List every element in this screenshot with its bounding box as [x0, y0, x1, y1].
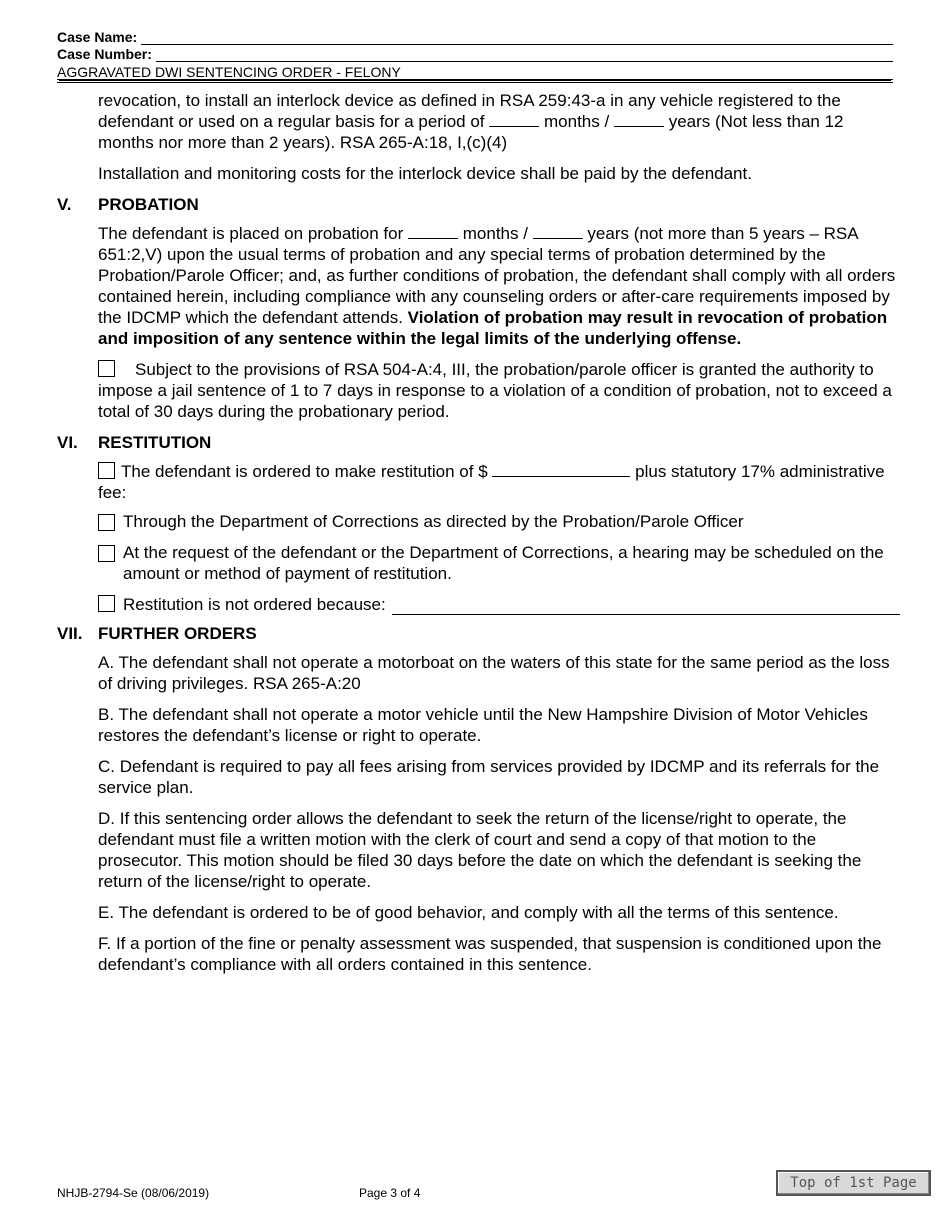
section-probation-heading: V. PROBATION	[57, 195, 199, 214]
further-order-f: F. If a portion of the fine or penalty assessment was suspended, that suspension is conditioned upon the defendant’s compliance with all orders contained in this sentence.	[98, 934, 882, 974]
interlock-costs: Installation and monitoring costs for the interlock device shall be paid by the defendant.	[98, 164, 752, 183]
probation-authority-checkbox[interactable]	[98, 360, 115, 377]
restitution-ordered-checkbox[interactable]	[98, 462, 115, 479]
further-order-e: E. The defendant is ordered to be of good behavior, and comply with all the terms of this sentence.	[98, 903, 839, 922]
further-order-c: C. Defendant is required to pay all fees arising from services provided by IDCMP and its referrals for the service plan.	[98, 757, 880, 797]
section-further-orders-heading: VII. FURTHER ORDERS	[57, 624, 257, 643]
probation-years-field[interactable]	[533, 223, 583, 239]
case-number-field[interactable]	[156, 47, 893, 62]
document-body	[57, 90, 900, 985]
probation-months-field[interactable]	[408, 223, 458, 239]
document-title-text: AGGRAVATED DWI SENTENCING ORDER - FELONY	[57, 64, 401, 80]
restitution-amount-field[interactable]	[492, 461, 630, 477]
probation-authority: Subject to the provisions of RSA 504-A:4, III, the probation/parole officer is granted the authority to impose a jail sentence of 1 to 7 days in response to a violation of a condition of probation, not to exceed a total of 30 days during the probationary period.	[98, 360, 892, 421]
section-restitution-heading: VI. RESTITUTION	[57, 433, 212, 452]
case-name-label: Case Name:	[57, 29, 138, 45]
interlock-paragraph: revocation, to install an interlock device as defined in RSA 259:43-a in any vehicle registered to the defendant or used on a regular basis for a period of months / years (Not less than 12 months nor more than 2 years). RSA 265-A:18, I,(c)(4)	[98, 91, 844, 152]
restitution-doc-checkbox[interactable]	[98, 514, 115, 531]
probation-paragraph: The defendant is placed on probation for months / years (not more than 5 years – RSA 651:2,V) upon the usual terms of probation and any special terms of probation determined by the Probation/Parole Officer; and, as further conditions of probation, the defendant shall comply with all orders contained herein, including compliance with any counseling orders or after-care requirements imposed by the IDCMP which the defendant attends. Violation of probation may result in revocation of probation and imposition of any sentence within the legal limits of the underlying offense.	[98, 224, 896, 348]
restitution-not-ordered-row: Restitution is not ordered because:	[98, 592, 900, 615]
restitution-hearing-checkbox[interactable]	[98, 545, 115, 562]
restitution-amount-row: The defendant is ordered to make restitution of $ plus statutory 17% administrative fee:	[98, 462, 885, 502]
interlock-months-field[interactable]	[489, 111, 539, 127]
restitution-hearing-row: At the request of the defendant or the Department of Corrections, a hearing may be scheduled on the amount or method of payment of restitution.	[98, 542, 900, 584]
interlock-years-field[interactable]	[614, 111, 664, 127]
further-order-a: A. The defendant shall not operate a motorboat on the waters of this state for the same period as the loss of driving privileges. RSA 265-A:20	[98, 653, 890, 693]
restitution-reason-field[interactable]	[392, 597, 900, 615]
restitution-not-ordered-checkbox[interactable]	[98, 595, 115, 612]
further-order-b: B. The defendant shall not operate a motor vehicle until the New Hampshire Division of Motor Vehicles restores the defendant’s license or right to operate.	[98, 705, 868, 745]
page-header	[57, 28, 893, 80]
case-number-row	[57, 45, 893, 62]
restitution-doc-row: Through the Department of Corrections as directed by the Probation/Parole Officer	[98, 511, 900, 534]
case-name-field[interactable]	[141, 30, 893, 45]
further-order-d: D. If this sentencing order allows the defendant to seek the return of the license/right to operate, the defendant must file a written motion with the clerk of court and send a copy of that motion to the prosecutor. This motion should be filed 30 days before the date on which the defendant is seeking the return of the license/right to operate.	[98, 809, 862, 891]
page-number: Page 3 of 4	[359, 1186, 421, 1200]
case-number-label: Case Number:	[57, 46, 152, 62]
case-name-row	[57, 28, 893, 45]
top-of-first-page-button[interactable]: Top of 1st Page	[776, 1170, 931, 1196]
form-id: NHJB-2794-Se (08/06/2019)	[57, 1186, 210, 1200]
document-title	[57, 62, 893, 80]
